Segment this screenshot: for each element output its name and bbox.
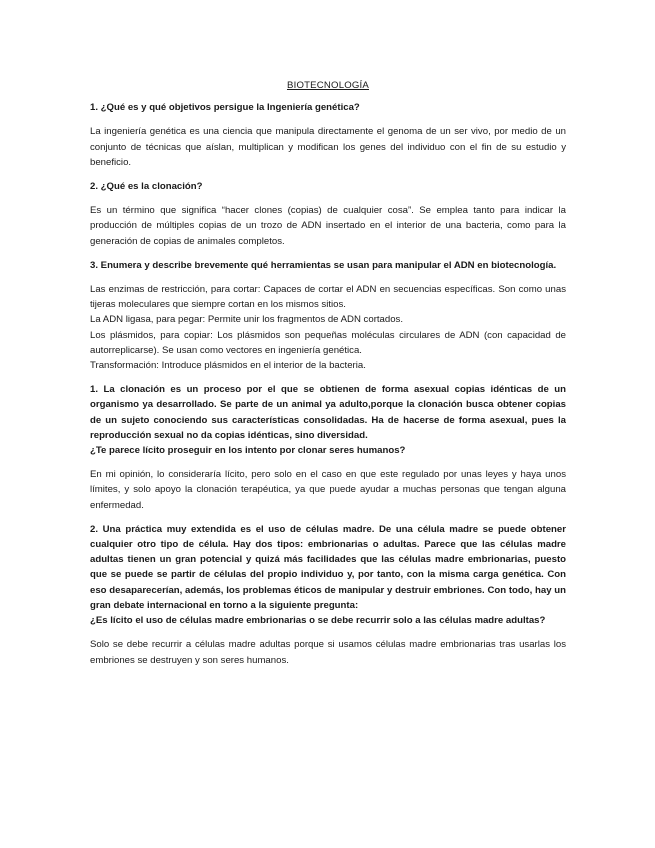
document-title: BIOTECNOLOGÍA	[286, 80, 370, 91]
cloning-question-block	[90, 382, 566, 458]
cloning-statement: 1. La clonación es un proceso por el que se obtienen de forma asexual copias idénticas de un organismo ya desarrollado. Se parte de un animal ya adulto,porque la clonación busca obtener copias de un sujeto conociendo sus características consolidadas. Ha de hacerse de forma asexual, pues la reproducción sexual no da copias idénticas, sino diversidad.	[90, 384, 566, 441]
tool-dna-ligase: La ADN ligasa, para pegar: Permite unir los fragmentos de ADN cortados.	[90, 314, 404, 326]
tool-transformation: Transformación: Introduce plásmidos en el interior de la bacteria.	[90, 360, 366, 372]
stem-cells-question: ¿Es lícito el uso de células madre embrionarias o se debe recurrir solo a las células madre adultas?	[90, 615, 546, 627]
question-1: 1. ¿Qué es y qué objetivos persigue la Ingeniería genética?	[90, 102, 360, 114]
question-2: 2. ¿Qué es la clonación?	[90, 181, 203, 193]
tool-plasmids: Los plásmidos, para copiar: Los plásmidos son pequeñas moléculas circulares de ADN (con capacidad de autorreplicarse). Se usan como vectores en ingeniería genética.	[90, 329, 566, 356]
cloning-answer: En mi opinión, lo consideraría lícito, pero solo en el caso en que este regulado por unas leyes y haya unos límites, y solo apoyo la clonación terapéutica, ya que puede ayudar a muchas personas que tengan alguna enfermedad.	[90, 469, 566, 511]
question-3: 3. Enumera y describe brevemente qué herramientas se usan para manipular el ADN en biotecnología.	[90, 259, 557, 271]
answer-1: La ingeniería genética es una ciencia que manipula directamente el genoma de un ser vivo, por medio de un conjunto de técnicas que aíslan, multiplican y modifican los genes del individuo con el fin de su estudio y beneficio.	[90, 126, 566, 168]
stem-cells-statement: 2. Una práctica muy extendida es el uso de células madre. De una célula madre se puede obtener cualquier otro tipo de célula. Hay dos tipos: embrionarias o adultas. Parece que las células madre adultas tienen un gran potencial y quizá más facilidades que las células madre embrionarias, puesto que se puede se partir de células del propio individuo y, por tanto, con la misma carga genética. Con eso desaparecerían, además, los problemas éticos de manipular y destruir embriones. Con todo, hay un gran debate internacional en torno a la siguiente pregunta:	[90, 523, 566, 611]
stem-cells-answer: Solo se debe recurrir a células madre adultas porque si usamos células madre embrionarias tras usarlas los embriones se destruyen y son seres humanos.	[90, 639, 566, 666]
answer-3	[90, 282, 566, 373]
document-page	[90, 78, 566, 677]
answer-2: Es un término que significa “hacer clones (copias) de cualquier cosa”. Se emplea tanto para indicar la producción de múltiples copias de un trozo de ADN insertado en el interior de una bacteria, como para la generación de copias de animales completos.	[90, 205, 566, 247]
stem-cells-question-block	[90, 522, 566, 628]
tool-restriction-enzymes: Las enzimas de restricción, para cortar: Capaces de cortar el ADN en secuencias específicas. Son como unas tijeras moleculares que siempre cortan en los mismos sitios.	[90, 284, 566, 311]
cloning-question: ¿Te parece lícito proseguir en los intento por clonar seres humanos?	[90, 445, 406, 457]
